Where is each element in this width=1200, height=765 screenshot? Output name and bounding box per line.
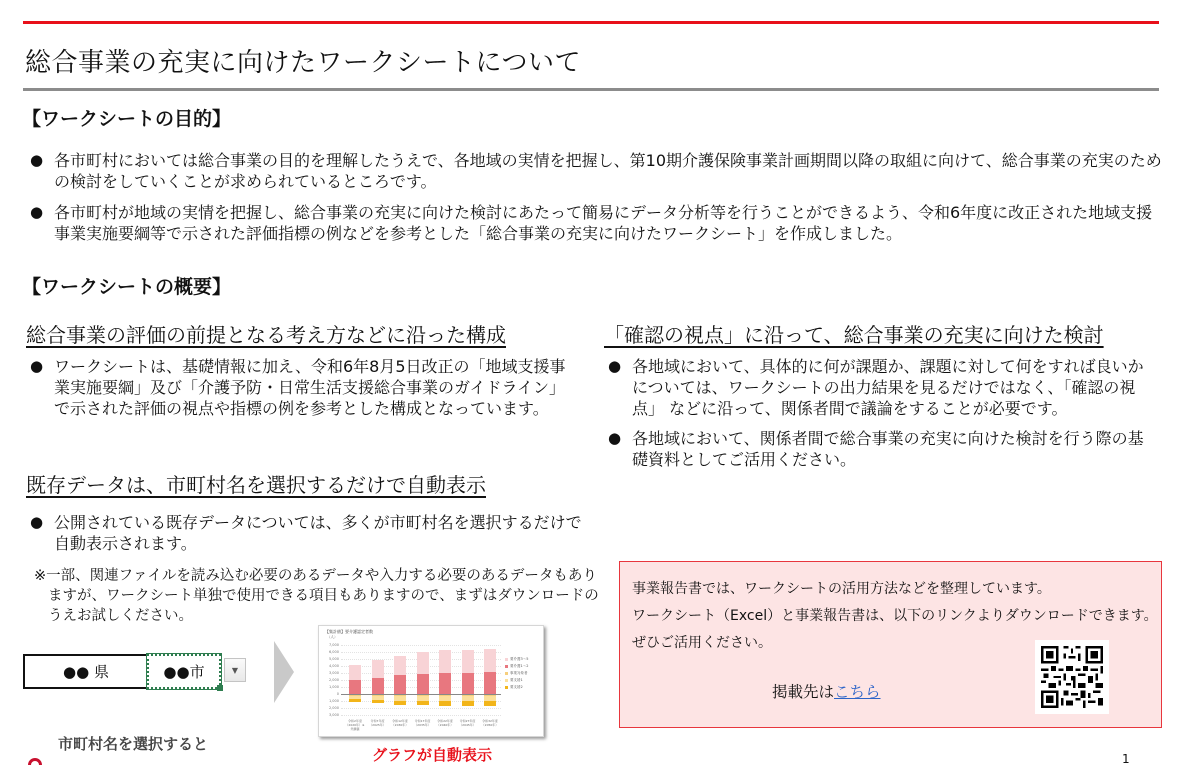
structure-bullet-list <box>26 356 566 419</box>
info-line: ワークシート（Excel）と事業報告書は、以下のリンクよりダウンロードできます。 <box>632 608 1158 624</box>
page-number: 1 <box>1122 752 1130 765</box>
legend-item: 要支援1 <box>505 677 528 684</box>
review-perspective-bullet: ● 各地域において、関係者間で総合事業の充実に向けた検討を行う際の基礎資料としてご活用ください。 <box>604 428 1144 470</box>
chart-bar-segment <box>462 673 474 694</box>
x-tick-label: 令和17年度（2035年） <box>414 719 431 727</box>
title-underline <box>23 88 1159 91</box>
y-tick: 1,000 <box>328 685 339 689</box>
auto-display-bullet-list <box>26 512 586 554</box>
chart-bar-segment <box>439 673 451 694</box>
grid-line <box>341 645 501 646</box>
chart-bar-segment <box>417 701 429 706</box>
chart-bar-segment <box>484 672 496 694</box>
qr-code-icon[interactable] <box>1035 640 1109 714</box>
y-tick: 2,000 <box>328 678 339 682</box>
city-cell[interactable] <box>147 654 221 689</box>
graph-caption: グラフが自動表示 <box>372 746 493 764</box>
chart-bar-segment <box>349 665 361 680</box>
overview-heading: 【ワークシートの概要】 <box>22 276 232 298</box>
x-tick-label: 令和32年度（2050年） <box>481 719 499 727</box>
review-perspective-subheading: 「確認の視点」に沿って、総合事業の充実に向けた検討 <box>604 323 1104 347</box>
y-tick: 1,000 <box>328 699 339 703</box>
purpose-bullet: ● 各市町村が地域の実情を把握し、総合事業の充実に向けた検討にあたって簡易にデータ分析等を行うことができるよう、令和6年度に改正された地域支援事業実施要綱等で示された評価指標の例などを参考とした「総合事業の充実に向けたワークシート」を作成しました。 <box>26 202 1166 244</box>
city-value: ●●市 <box>163 663 205 681</box>
download-link-line <box>772 680 881 702</box>
chevron-down-icon: ▼ <box>231 665 239 675</box>
legend-swatch <box>505 665 508 668</box>
legend-item: 要支援2 <box>505 684 528 691</box>
y-tick: 4,000 <box>328 664 339 668</box>
link-prefix: 掲載先は <box>772 683 835 701</box>
structure-subheading: 総合事業の評価の前提となる考え方などに沿った構成 <box>26 323 506 347</box>
y-tick: 7,000 <box>328 643 339 647</box>
info-line: ぜひご活用ください。 <box>632 635 772 651</box>
x-tick-label: 令和2年度（2020年）※実績値 <box>345 719 365 731</box>
purpose-heading: 【ワークシートの目的】 <box>22 108 232 130</box>
chart-bar-segment <box>372 660 384 678</box>
legend-swatch <box>505 672 508 675</box>
arrow-right-icon <box>274 641 294 703</box>
auto-display-subheading: 既存データは、市町村名を選択するだけで自動表示 <box>26 473 486 497</box>
logo-mark-icon <box>28 758 42 765</box>
review-perspective-bullet: ● 各地域において、具体的に何が課題か、課題に対して何をすれば良いかについては、ワークシートの出力結果を見るだけではなく、「確認の視点」 などに沿って、関係者間で議論をすることが必要です。 <box>604 356 1144 419</box>
grid-line <box>341 715 501 716</box>
chart-bar-segment <box>417 652 429 674</box>
x-tick-label: 令和27年度（2045年） <box>459 719 476 727</box>
download-link[interactable]: こちら <box>834 683 881 701</box>
chart-bar-segment <box>439 650 451 673</box>
download-info-box <box>619 561 1162 728</box>
chart-bar-segment <box>349 680 361 694</box>
chart-bar-segment <box>394 656 406 676</box>
chart-unit: （人） <box>327 635 338 639</box>
review-perspective-bullet-list <box>604 356 1144 479</box>
select-caption: 市町村名を選択すると <box>58 735 209 753</box>
city-dropdown-button[interactable] <box>224 658 246 682</box>
y-tick: 5,000 <box>328 657 339 661</box>
chart-bar-segment <box>462 701 474 706</box>
cell-fill-handle <box>217 685 223 691</box>
prefecture-cell: ●● 県 <box>23 654 147 689</box>
legend-swatch <box>505 679 508 682</box>
chart-thumbnail <box>318 625 544 737</box>
purpose-bullet: ● 各市町村においては総合事業の目的を理解したうえで、各地域の実情を把握し、第10期介護保険事業計画期間以降の取組に向けて、総合事業の充実のための検討をしていくことが求められているところです。 <box>26 150 1166 192</box>
chart-bar-segment <box>484 701 496 706</box>
chart-title: 【集計値】要介護認定者数 <box>325 629 373 634</box>
chart-bar-segment <box>372 678 384 694</box>
legend-item: 要介護3～5 <box>505 656 528 663</box>
chart-bar-segment <box>417 674 429 694</box>
municipality-selector-demo <box>23 654 246 689</box>
auto-display-bullet: ● 公開されている既存データについては、多くが市町村名を選択するだけで自動表示されます。 <box>26 512 586 554</box>
chart-bar-segment <box>462 650 474 673</box>
top-red-rule <box>23 21 1159 24</box>
auto-display-note: ※一部、関連ファイルを読み込む必要のあるデータや入力する必要のあるデータもありますが、ワークシート単独で使用できる項目もありますので、まずはダウンロードのうえお試しください。 <box>34 568 599 624</box>
y-tick: 3,000 <box>328 713 339 717</box>
x-tick-label: 令和7年度（2025年） <box>369 719 386 727</box>
chart-bar-segment <box>372 700 384 704</box>
x-tick-label: 令和22年度（2040年） <box>436 719 454 727</box>
y-tick: 2,000 <box>328 706 339 710</box>
info-line: 事業報告書では、ワークシートの活用方法などを整理しています。 <box>632 581 1051 597</box>
x-tick-label: 令和12年度（2030年） <box>391 719 409 727</box>
grid-line <box>341 708 501 709</box>
chart-bar-segment <box>484 649 496 673</box>
structure-bullet: ● ワークシートは、基礎情報に加え、令和6年8月5日改正の「地域支援事業実施要綱」及び「介護予防・日常生活支援総合事業のガイドライン」で示された評価の視点や指標の例を参考とした構成となっています。 <box>26 356 566 419</box>
chart-legend <box>505 656 528 691</box>
chart-bar-segment <box>439 701 451 706</box>
legend-swatch <box>505 658 508 661</box>
legend-item: 事業対象者 <box>505 670 528 677</box>
chart-bar-segment <box>394 701 406 705</box>
legend-swatch <box>505 686 508 689</box>
y-tick: 0 <box>336 692 339 696</box>
qr-code-graphic <box>1041 646 1103 708</box>
page-title: 総合事業の充実に向けたワークシートについて <box>25 48 581 78</box>
legend-item: 要介護1～2 <box>505 663 528 670</box>
chart-bar-segment <box>349 699 361 702</box>
chart-bar-segment <box>394 675 406 694</box>
y-tick: 6,000 <box>328 650 339 654</box>
purpose-bullet-list <box>26 150 1166 254</box>
y-tick: 3,000 <box>328 671 339 675</box>
